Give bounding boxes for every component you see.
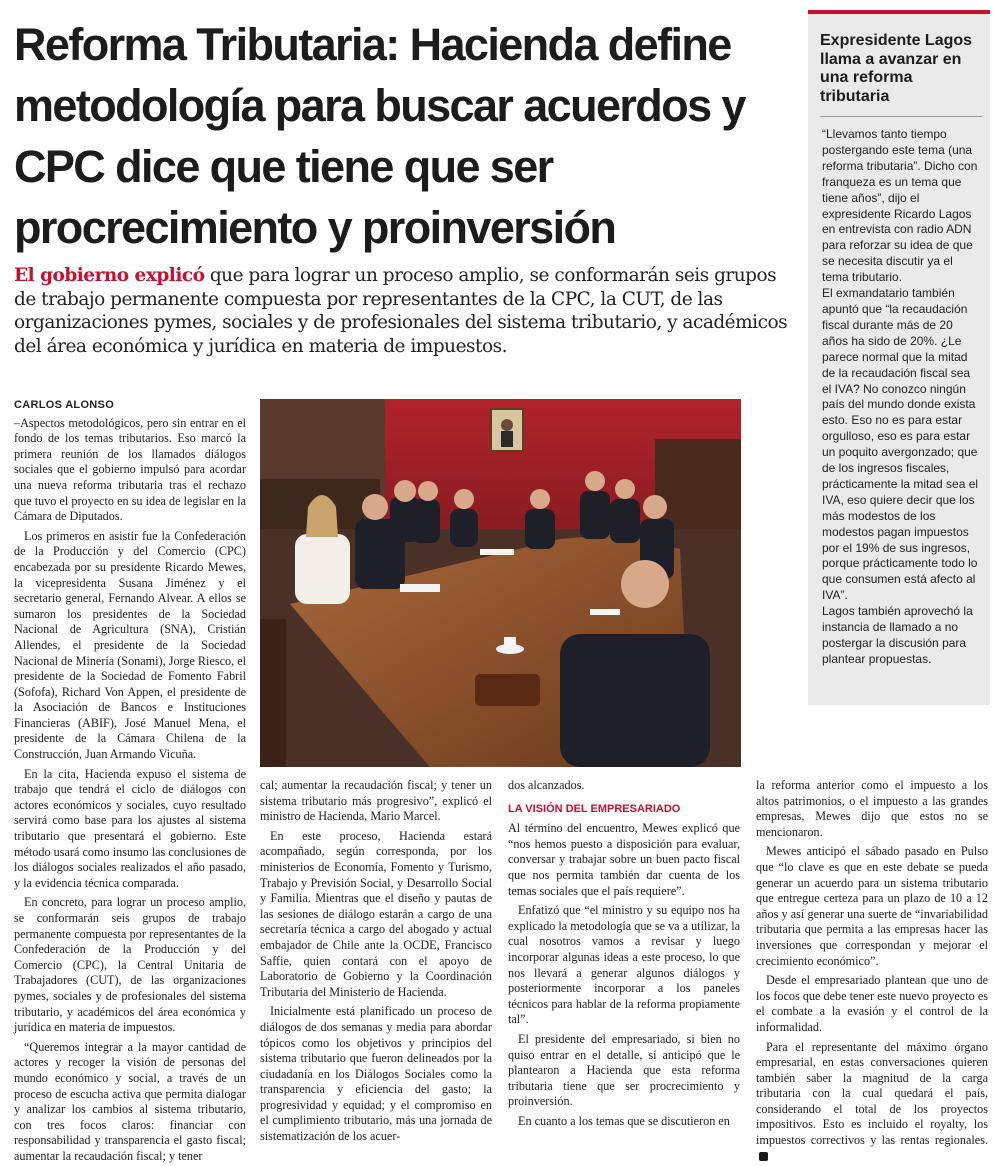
headline: Reforma Tributaria: Hacienda define metodología para buscar acuerdos y CPC dice que tiene que ser procrecimiento y proinversión [14,19,745,253]
body-paragraph: El presidente del empresariado, si bien no quiso entrar en el detalle, sí anticipó que le plantearon a Hacienda que esta reforma tributaria tiene que ser procrecimiento y proinversión. [508,1031,740,1109]
body-paragraph: dos alcanzados. [508,778,585,792]
sidebar-body [808,127,990,668]
body-paragraph: En la cita, Hacienda expuso el sistema de trabajo que tendrá el ciclo de diálogos con actores económicos y sociales, cuyo resultado servirá como base para los ajustes al sistema tributario que presentará el gobierno. Este método usará como insumo las conclusiones de los diálogos sociales realizados el año pasado, y la evidencia técnica comparada. [14,766,246,890]
sidebar-paragraph: “Llevamos tanto tiempo postergando este tema (una reforma tributaria”. Dicho con franqueza es un tema que tiene años”, dijo el expresidente Ricardo Lagos en entrevista con radio ADN para reforzar su idea de que se necesita discutir ya el tema tributario. [822,127,978,285]
end-mark-icon [759,1152,768,1161]
body-paragraph: –Aspectos metodológicos, pero sin entrar en el fondo de los temas tributarios. Eso marcó la primera reunión de los llamados diálogos sociales que el gobierno impulsó para acordar una nueva reforma tributaria tras el rechazo que tuvo el proyecto en su idea de legislar en la Cámara de Diputados. [14,415,246,524]
sidebar-paragraph: El exmandatario también apuntó que “la recaudación fiscal durante más de 20 años ha sido de 20%. ¿Le parece normal que la mitad de la recaudación fiscal sea el IVA? No conozco ningún país del mundo donde exista esto. Eso no es para estar orgulloso, eso es para estar un poquito avergonzado; que de los ingresos fiscales, prácticamente la mitad sea el IVA, eso quiere decir que los más modestos de los modestos pagan impuestos por el 19% de sus ingresos, porque prácticamente todo lo que consumen está afecto al IVA”. [822,286,979,603]
article-column-3 [508,778,740,1150]
body-paragraph: Desde el empresariado plantean que uno de los focos que debe tener este nuevo proyecto es el combate a la evasión y el control de la informalidad. [756,973,988,1034]
meeting-photo-image [260,399,741,767]
sidebar-divider [820,116,982,117]
body-paragraph: la reforma anterior como el impuesto a los altos patrimonios, o el impuesto a las grandes empresas, Mewes dijo que estos no se mencionaron. [756,778,988,839]
body-paragraph: Los primeros en asistir fue la Confederación de la Producción y del Comercio (CPC) encabezada por su presidente Ricardo Mewes, la vicepresidenta Susana Jiménez y el secretario general, Fernando Alvear. A ellos se sumaron los presidentes de la Sociedad Nacional de Agricultura (SNA), Cristián Allendes, el presidente de la Sociedad Nacional de Minería (Sonami), Jorge Riesco, el presidente de la Sociedad de Fomento Fabril (Sofofa), Richard Von Appen, el presidente de la Asociación de Bancos e Instituciones Financieras (ABIF), José Manuel Mena, el presidente de la Cámara Chilena de la Construcción, Juan Armando Vicuña. [14,528,246,762]
article-column-2 [260,778,492,1150]
woman-white-jacket [295,534,350,604]
lead-highlight: El gobierno explicó [14,265,205,286]
sidebar-title: Expresidente Lagos llama a avanzar en una reforma tributaria [820,32,973,105]
body-paragraph: Enfatizó que “el ministro y su equipo nos ha explicado la metodología que se va a utilizar, la cual nosotros vamos a revisar y luego incorporar algunas ideas a este proceso, lo que nos llevará a generar algunos diálogos y posteriormente incorporar a los paneles técnicos para hablar de la reforma propiamente tal”. [508,903,741,1027]
article-column-4 [756,778,988,1158]
byline: CARLOS ALONSO [14,399,115,411]
body-paragraph: “Queremos integrar a la mayor cantidad de actores y recoger la visión de personas del mundo económico y social, a través de un proceso de escucha activa que permita dialogar y analizar los cambios al sistema tributario, con tres focos claros: financiar con responsabilidad y transparencia el gasto fiscal; aumentar la recaudación fiscal; y tener [14,1039,246,1163]
meeting-photo [260,399,741,767]
lead-text: que para lograr un proceso amplio, se conformarán seis grupos de trabajo permanente compuesta por representantes de la CPC, la CUT, de las organizaciones pymes, sociales y de profesionales del sistema tributario, y académicos del área económica y jurídica en materia de impuestos. [14,265,788,357]
lead-paragraph [14,264,794,358]
body-paragraph: En cuanto a los temas que se discutieron en [518,1113,730,1128]
section-subhead: LA VISIÓN DEL EMPRESARIADO [508,802,681,815]
body-paragraph: En concreto, para lograr un proceso amplio, se conformarán seis grupos de trabajo permanente compuesta por representantes de la Confederación de la Producción y del Comercio (CPC), la Central Unitaria de Trabajadores (CUT), de las organizaciones pymes, sociales y de profesionales del sistema tributario, y académicos del área económica y jurídica en materia de impuestos. [14,895,246,1035]
body-paragraph: cal; aumentar la recaudación fiscal; y tener un sistema tributario más progresivo”, explicó el ministro de Hacienda, Mario Marcel. [260,778,492,824]
article-column-1 [14,398,246,1163]
sidebar-box [808,10,990,705]
body-paragraph: En este proceso, Hacienda estará acompañado, según corresponda, por los ministerios de Economía, Fomento y Turismo, Trabajo y Previsión Social, y Desarrollo Social y Familia. Mientras que el diseño y pautas de las sesiones de diálogo estarán a cargo de una secretaría técnica a cargo del abogado y actual embajador de Chile ante la OCDE, Francisco Saffie, quien contará con el apoyo de Laboratorio de Gobierno y la Coordinación Tributaria del Ministerio de Hacienda. [260,828,492,999]
body-paragraph [756,1040,988,1165]
sidebar-paragraph: Lagos también aprovechó la instancia de llamado a no postergar la discusión para plantear propuestas. [822,604,973,666]
leather-folder [475,674,540,706]
body-paragraph: Mewes anticipó el sábado pasado en Pulso que “lo clave es que en este debate se pueda generar un acuerdo para un sistema tributario que entregue certeza para un plazo de 10 a 12 años y así generar una suerte de “invariabilidad tributaria que permita a las empresas hacer las inversiones que correspondan y mejorar el crecimiento económico”. [756,844,988,968]
body-paragraph: Inicialmente está planificado un proceso de diálogos de dos semanas y media para abordar tópicos como los objetivos y principios del sistema tributario que fueron delineados por la ciudadanía en los Diálogos Sociales como la transparencia y eficiencia del gasto; la progresividad y equidad; y el compromiso en el cumplimiento tributario, más una jornada de sistematización de los acuer- [260,1004,492,1144]
body-paragraph: Al término del encuentro, Mewes explicó que “nos hemos puesto a disposición para evaluar, conversar y trabajar sobre un buen pacto fiscal que nos permita también dar cuenta de los temas sociales que el país requiere”. [508,821,740,898]
body-paragraph-text: Para el representante del máximo órgano empresarial, en estas conversaciones quieren también saber la magnitud de la carga tributaria con la cual quedará el país, considerando el total de los proyectos impositivos. Esto es incluido el royalty, los impuestos correctivos y las rentas regionales. [756,1039,988,1148]
